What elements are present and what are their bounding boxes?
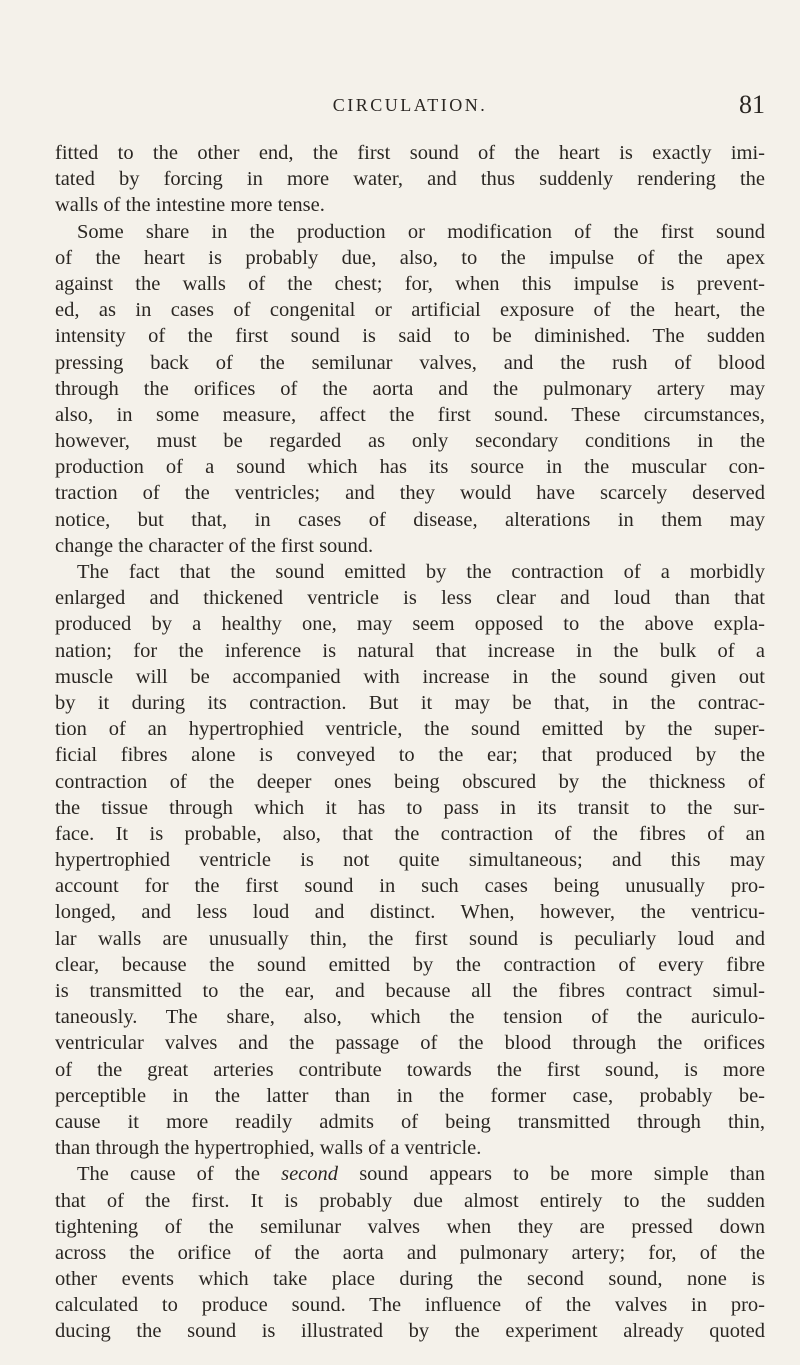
text-line: account for the first sound in such cases being unusually pro- — [55, 875, 765, 898]
text-line: tightening of the semilunar valves when they are pressed down — [55, 1215, 765, 1238]
text-line: fitted to the other end, the first sound of the heart is exactly imi- — [55, 142, 765, 164]
text-line: enlarged and thickened ventricle is less clear and loud than that — [55, 587, 765, 610]
text-line: notice, but that, in cases of disease, alterations in them may — [55, 508, 765, 531]
text-line: across the orifice of the aorta and pulmonary artery; for, of the — [55, 1241, 765, 1264]
text-line: lar walls are unusually thin, the first sound is peculiarly loud and — [55, 927, 765, 950]
body-text — [55, 140, 765, 1345]
text-line — [55, 1161, 765, 1187]
text-line: change the character of the first sound. — [55, 534, 374, 557]
text-line: cause it more readily admits of being transmitted through thin, — [55, 1110, 765, 1133]
running-title: CIRCULATION. — [332, 95, 488, 115]
text-line: however, must be regarded as only secondary conditions in the — [55, 430, 765, 453]
text-line: production of a sound which has its source in the muscular con- — [55, 456, 765, 479]
text-line: is transmitted to the ear, and because all the fibres contract simul- — [55, 980, 765, 1002]
text-line: longed, and less loud and distinct. When, however, the ventricu- — [55, 901, 765, 924]
text-line: ducing the sound is illustrated by the experiment already quoted — [55, 1320, 765, 1343]
text-line: taneously. The share, also, which the tension of the auriculo- — [55, 1006, 765, 1029]
text-line: ficial fibres alone is conveyed to the ear; that produced by the — [55, 744, 765, 767]
text-line: walls of the intestine more tense. — [55, 194, 325, 217]
text-line: through the orifices of the aorta and the pulmonary artery may — [55, 377, 765, 400]
text-line: the tissue through which it has to pass in its transit to the sur- — [55, 796, 765, 819]
text-line: nation; for the inference is natural that increase in the bulk of a — [55, 639, 765, 662]
text-line: calculated to produce sound. The influence of the valves in pro- — [55, 1294, 765, 1317]
text-line: of the heart is probably due, also, to the impulse of the apex — [55, 246, 765, 269]
text-segment: sound appears to be more simple than — [359, 1163, 766, 1186]
text-line: than through the hypertrophied, walls of a ventricle. — [55, 1137, 482, 1160]
text-line: The fact that the sound emitted by the contraction of a morbidly — [77, 561, 765, 583]
text-line: ventricular valves and the passage of the blood through the orifices — [55, 1032, 765, 1055]
text-line: against the walls of the chest; for, when this impulse is prevent- — [55, 272, 765, 295]
text-line: of the great arteries contribute towards the first sound, is more — [55, 1058, 765, 1081]
text-line: tated by forcing in more water, and thus suddenly rendering the — [55, 168, 765, 191]
text-line: clear, because the sound emitted by the contraction of every fibre — [55, 953, 765, 976]
text-line: intensity of the first sound is said to be diminished. The sudden — [55, 325, 765, 348]
text-line: ed, as in cases of congenital or artificial exposure of the heart, the — [55, 299, 765, 322]
text-line: hypertrophied ventricle is not quite simultaneous; and this may — [55, 849, 765, 872]
text-line: contraction of the deeper ones being obscured by the thickness of — [55, 770, 765, 793]
text-line: produced by a healthy one, may seem opposed to the above expla- — [55, 613, 765, 636]
page-number: 81 — [739, 90, 765, 119]
text-line: that of the first. It is probably due almost entirely to the sudden — [55, 1189, 765, 1212]
text-line: other events which take place during the second sound, none is — [55, 1268, 765, 1291]
emphasis-second: second — [281, 1163, 339, 1186]
text-segment: The cause of the — [77, 1163, 260, 1186]
text-line: Some share in the production or modification of the first sound — [77, 220, 765, 243]
text-line: by it during its contraction. But it may be that, in the contrac- — [55, 691, 765, 714]
text-line: face. It is probable, also, that the contraction of the fibres of an — [55, 822, 765, 845]
text-line: traction of the ventricles; and they would have scarcely deserved — [55, 482, 765, 505]
running-head — [55, 92, 765, 122]
text-line: also, in some measure, affect the first sound. These circumstances, — [55, 403, 765, 426]
text-line: tion of an hypertrophied ventricle, the sound emitted by the super- — [55, 718, 765, 741]
text-line: perceptible in the latter than in the former case, probably be- — [55, 1084, 765, 1107]
text-line: pressing back of the semilunar valves, and the rush of blood — [55, 351, 765, 374]
text-line: muscle will be accompanied with increase in the sound given out — [55, 665, 765, 688]
